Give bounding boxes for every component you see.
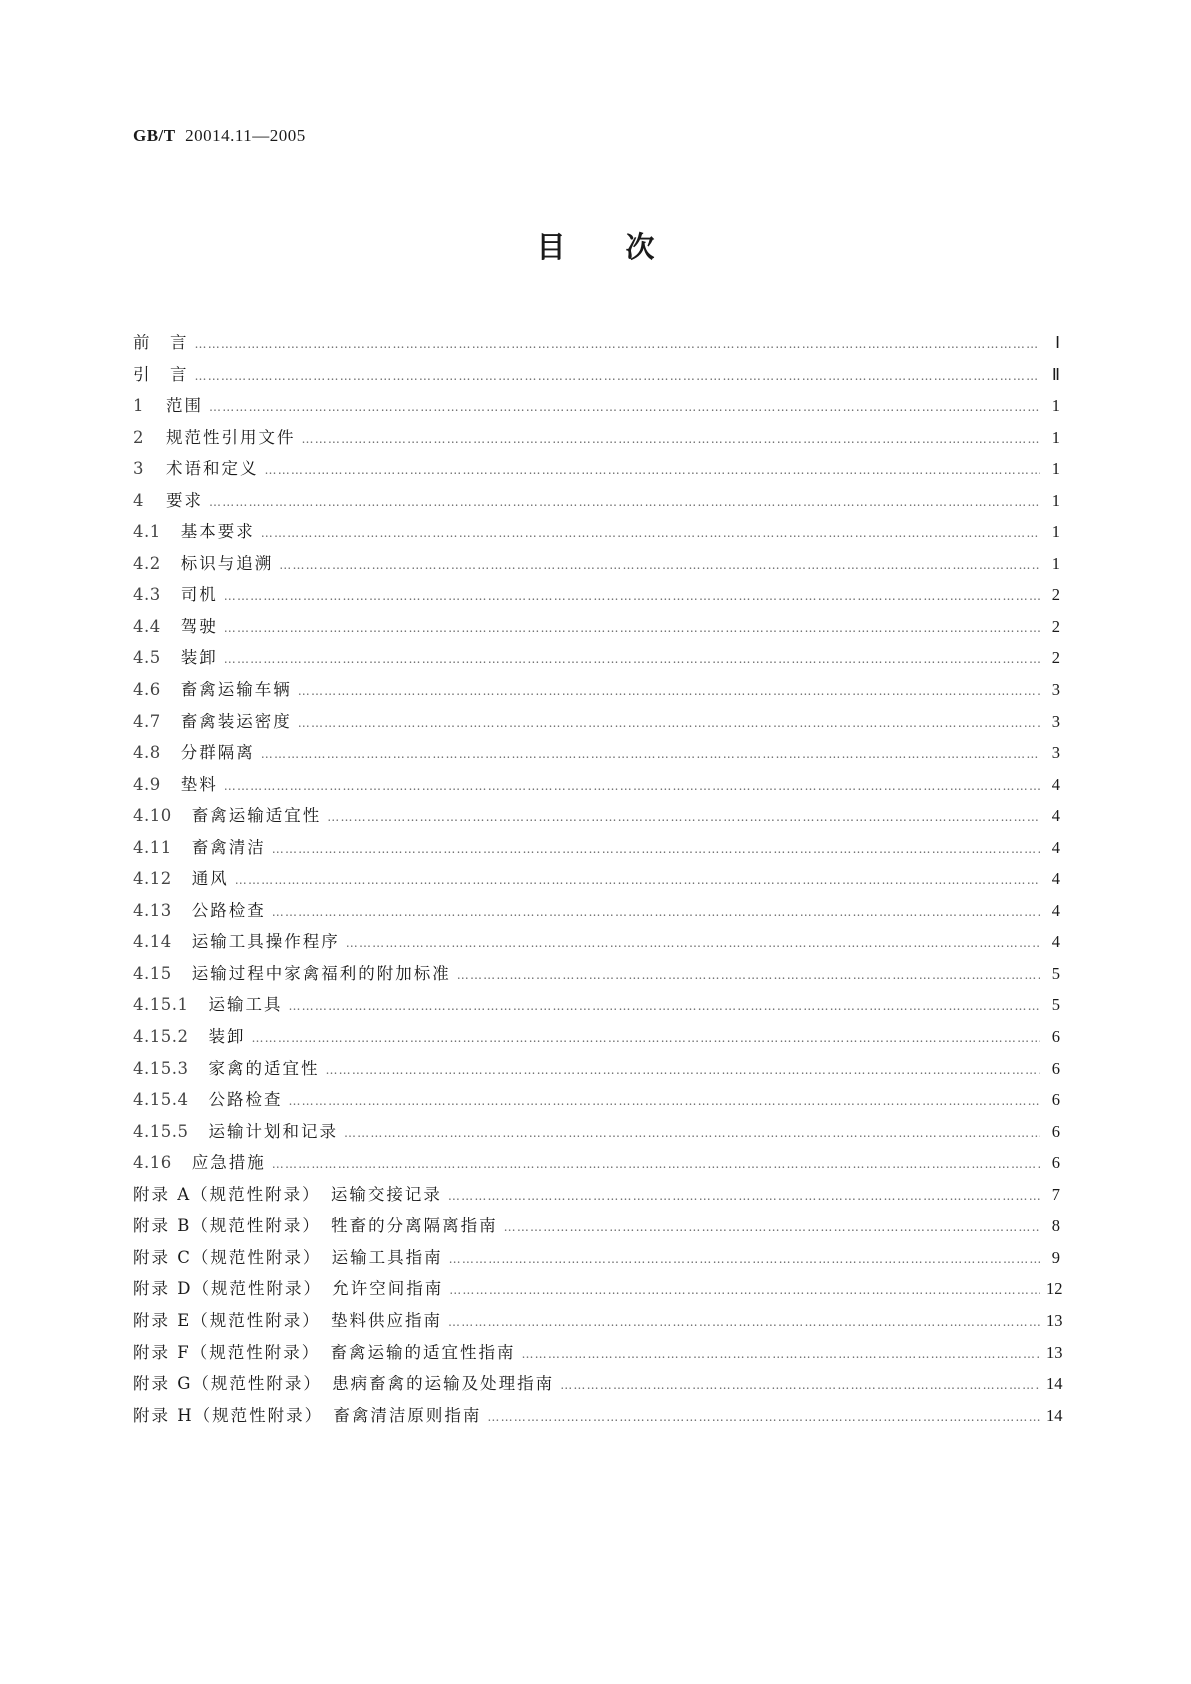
toc-entry[interactable] <box>133 644 1060 676</box>
toc-entry-title: 公路检查 <box>191 900 266 920</box>
toc-entry-title: 附录 H（规范性附录） 畜禽清洁原则指南 <box>133 1405 482 1425</box>
toc-entry-page: 6 <box>1051 1027 1060 1047</box>
toc-entry[interactable] <box>133 991 1060 1023</box>
toc-entry-page: 3 <box>1051 711 1060 731</box>
toc-entry-page: 6 <box>1051 1090 1060 1110</box>
toc-leader-dots <box>251 1031 1040 1045</box>
toc-leader-dots <box>195 369 1041 383</box>
toc-entry-title: 范围 <box>166 396 203 416</box>
toc-entry-page: 1 <box>1051 553 1060 573</box>
toc-entry-title: 运输过程中家禽福利的附加标准 <box>191 963 451 983</box>
toc-entry-page: 3 <box>1051 680 1060 700</box>
toc-leader-dots <box>224 652 1040 666</box>
toc-entry-title: 运输工具 <box>208 995 283 1015</box>
toc-entry-page: 2 <box>1051 616 1060 636</box>
toc-entry-title: 装卸 <box>208 1027 246 1047</box>
toc-leader-dots <box>224 621 1040 635</box>
toc-entry-title: 公路检查 <box>208 1090 283 1110</box>
toc-leader-dots <box>261 526 1040 540</box>
toc-entry-page: 1 <box>1051 522 1060 542</box>
toc-entry-title: 引 言 <box>133 364 189 384</box>
toc-entry-page: 7 <box>1051 1184 1060 1204</box>
toc-entry-number: 4.15.3 <box>133 1058 189 1078</box>
toc-entry-title: 运输工具操作程序 <box>191 932 340 952</box>
toc-entry[interactable] <box>133 897 1060 929</box>
toc-entry-number: 4.15.1 <box>133 995 189 1015</box>
toc-entry-page: 2 <box>1051 648 1060 668</box>
toc-entry[interactable] <box>133 487 1060 519</box>
toc-leader-dots <box>209 400 1040 414</box>
toc-entry-number: 4.15 <box>133 963 172 983</box>
toc-entry[interactable] <box>133 581 1060 613</box>
toc-entry-page: 6 <box>1051 1153 1060 1173</box>
toc-entry-number: 4.3 <box>133 585 161 605</box>
toc-entry-title: 附录 A（规范性附录） 运输交接记录 <box>133 1184 442 1204</box>
toc-entry-title: 运输计划和记录 <box>208 1121 338 1141</box>
toc-entry-page: 12 <box>1046 1279 1063 1299</box>
toc-entry-title: 畜禽运输适宜性 <box>191 806 322 826</box>
toc-entry-number: 4.15.5 <box>133 1121 189 1141</box>
toc-entry[interactable] <box>133 1370 1063 1402</box>
toc-entry-number: 4.11 <box>133 837 172 857</box>
toc-leader-dots <box>344 1126 1040 1140</box>
toc-entry-number: 4.14 <box>133 932 172 952</box>
toc-leader-dots <box>448 1315 1040 1329</box>
toc-entry-page: 4 <box>1051 774 1060 794</box>
toc-leader-dots <box>272 842 1040 856</box>
toc-entry-page: 4 <box>1051 932 1060 952</box>
toc-entry-page: 8 <box>1051 1216 1060 1236</box>
toc-entry[interactable] <box>133 424 1060 456</box>
toc-entry-page: 4 <box>1051 869 1060 889</box>
toc-entry-title: 畜禽清洁 <box>191 837 266 857</box>
standard-prefix: GB/T <box>133 126 176 145</box>
table-of-contents <box>133 329 1063 1433</box>
toc-entry-title: 附录 C（规范性附录） 运输工具指南 <box>133 1247 443 1267</box>
toc-leader-dots <box>298 684 1040 698</box>
toc-entry-number: 4.1 <box>133 522 161 542</box>
toc-leader-dots <box>457 968 1040 982</box>
toc-entry[interactable] <box>133 329 1060 361</box>
standard-code <box>133 126 306 146</box>
toc-entry-number: 4.7 <box>133 711 161 731</box>
toc-entry-title: 通风 <box>191 869 229 889</box>
toc-entry-title: 家禽的适宜性 <box>208 1058 320 1078</box>
toc-entry[interactable] <box>133 1118 1060 1150</box>
toc-entry-page: 1 <box>1051 459 1060 479</box>
toc-entry-title: 规范性引用文件 <box>166 427 296 447</box>
toc-entry-number: 4.5 <box>133 648 161 668</box>
toc-entry-page: 6 <box>1051 1058 1060 1078</box>
toc-entry-title: 装卸 <box>180 648 218 668</box>
toc-entry-title: 驾驶 <box>180 616 218 636</box>
toc-entry-page: 4 <box>1051 837 1060 857</box>
toc-leader-dots <box>448 1189 1040 1203</box>
toc-leader-dots <box>209 495 1040 509</box>
toc-entry-number: 4.9 <box>133 774 161 794</box>
toc-entry-page: 1 <box>1051 396 1060 416</box>
toc-entry-number: 4.15.2 <box>133 1027 189 1047</box>
toc-entry-title: 畜禽运输车辆 <box>180 680 292 700</box>
toc-entry[interactable] <box>133 676 1060 708</box>
toc-entry[interactable] <box>133 613 1060 645</box>
toc-entry-number: 4.2 <box>133 553 161 573</box>
toc-entry-title: 分群隔离 <box>180 743 255 763</box>
toc-entry-title: 司机 <box>180 585 218 605</box>
toc-entry-page: 3 <box>1051 743 1060 763</box>
toc-leader-dots <box>560 1378 1040 1392</box>
toc-leader-dots <box>272 1157 1040 1171</box>
toc-entry-title: 垫料 <box>180 774 218 794</box>
toc-entry[interactable] <box>133 1086 1060 1118</box>
toc-entry-title: 基本要求 <box>180 522 255 542</box>
toc-entry-page: 13 <box>1046 1310 1063 1330</box>
toc-entry-number: 1 <box>133 396 144 416</box>
toc-entry-title: 应急措施 <box>191 1153 266 1173</box>
toc-entry-page: 1 <box>1051 490 1060 510</box>
toc-entry[interactable] <box>133 1275 1063 1307</box>
toc-entry-number: 4.15.4 <box>133 1090 189 1110</box>
toc-entry-title: 附录 B（规范性附录） 牲畜的分离隔离指南 <box>133 1216 498 1236</box>
toc-entry[interactable] <box>133 1055 1060 1087</box>
toc-entry[interactable] <box>133 550 1060 582</box>
standard-number: 20014.11—2005 <box>185 126 306 145</box>
toc-entry[interactable] <box>133 1244 1060 1276</box>
toc-leader-dots <box>449 1252 1040 1266</box>
toc-entry[interactable] <box>133 361 1060 393</box>
toc-entry-page: 4 <box>1051 900 1060 920</box>
toc-entry[interactable] <box>133 1339 1063 1371</box>
toc-leader-dots <box>195 337 1041 351</box>
toc-entry-title: 标识与追溯 <box>180 553 274 573</box>
toc-leader-dots <box>279 558 1040 572</box>
toc-entry[interactable] <box>133 1402 1063 1434</box>
toc-entry-title: 前 言 <box>133 333 189 352</box>
toc-entry-number: 4.13 <box>133 900 172 920</box>
toc-entry-page: 5 <box>1051 995 1060 1015</box>
toc-entry[interactable] <box>133 834 1060 866</box>
toc-leader-dots <box>224 779 1040 793</box>
toc-entry[interactable] <box>133 1307 1063 1339</box>
toc-entry-page: 9 <box>1051 1247 1060 1267</box>
toc-entry[interactable] <box>133 1212 1060 1244</box>
toc-entry[interactable] <box>133 708 1060 740</box>
toc-entry[interactable] <box>133 802 1060 834</box>
toc-leader-dots <box>288 999 1040 1013</box>
toc-leader-dots <box>298 716 1040 730</box>
toc-leader-dots <box>327 810 1040 824</box>
toc-entry-page: 14 <box>1046 1374 1063 1394</box>
toc-entry[interactable] <box>133 771 1060 803</box>
toc-leader-dots <box>346 936 1040 950</box>
toc-entry[interactable] <box>133 928 1060 960</box>
toc-entry-title: 要求 <box>166 490 203 510</box>
toc-leader-dots <box>487 1410 1040 1424</box>
toc-entry-number: 3 <box>133 459 144 479</box>
toc-leader-dots <box>521 1347 1040 1361</box>
toc-entry-title: 附录 E（规范性附录） 垫料供应指南 <box>133 1310 443 1330</box>
toc-leader-dots <box>288 1094 1040 1108</box>
toc-entry[interactable] <box>133 960 1060 992</box>
toc-leader-dots <box>224 589 1040 603</box>
toc-leader-dots <box>272 905 1040 919</box>
toc-entry[interactable] <box>133 1149 1060 1181</box>
toc-entry[interactable] <box>133 518 1060 550</box>
toc-entry-number: 4.12 <box>133 869 172 889</box>
toc-entry-page: 14 <box>1046 1405 1063 1425</box>
toc-leader-dots <box>265 463 1041 477</box>
toc-entry-page: 5 <box>1051 963 1060 983</box>
toc-entry-page: 2 <box>1051 585 1060 605</box>
toc-entry-page: 4 <box>1051 806 1060 826</box>
toc-leader-dots <box>325 1063 1040 1077</box>
toc-entry-title: 附录 F（规范性附录） 畜禽运输的适宜性指南 <box>133 1342 516 1362</box>
toc-entry-number: 2 <box>133 427 144 447</box>
toc-entry[interactable] <box>133 1181 1060 1213</box>
toc-entry-page: Ⅰ <box>1055 333 1060 352</box>
toc-entry-number: 4.10 <box>133 806 172 826</box>
toc-leader-dots <box>302 432 1041 446</box>
toc-entry-page: Ⅱ <box>1051 364 1060 384</box>
toc-entry-title: 附录 G（规范性附录） 患病畜禽的运输及处理指南 <box>133 1374 555 1394</box>
toc-leader-dots <box>504 1220 1040 1234</box>
toc-entry[interactable] <box>133 392 1060 424</box>
toc-entry[interactable] <box>133 1023 1060 1055</box>
toc-entry-title: 畜禽装运密度 <box>180 711 292 731</box>
page-title: 目次 <box>536 230 715 264</box>
toc-leader-dots <box>261 747 1040 761</box>
toc-entry-number: 4.16 <box>133 1153 172 1173</box>
toc-leader-dots <box>449 1283 1040 1297</box>
toc-entry[interactable] <box>133 739 1060 771</box>
toc-entry[interactable] <box>133 865 1060 897</box>
toc-entry-page: 6 <box>1051 1121 1060 1141</box>
toc-entry-number: 4.8 <box>133 743 161 763</box>
toc-entry-number: 4.6 <box>133 680 161 700</box>
toc-entry-page: 1 <box>1051 427 1060 447</box>
toc-entry[interactable] <box>133 455 1060 487</box>
toc-entry-title: 附录 D（规范性附录） 允许空间指南 <box>133 1279 444 1299</box>
toc-entry-title: 术语和定义 <box>166 459 259 479</box>
toc-entry-number: 4 <box>133 490 144 510</box>
toc-entry-page: 13 <box>1046 1342 1063 1362</box>
toc-entry-number: 4.4 <box>133 616 161 636</box>
toc-leader-dots <box>235 873 1040 887</box>
